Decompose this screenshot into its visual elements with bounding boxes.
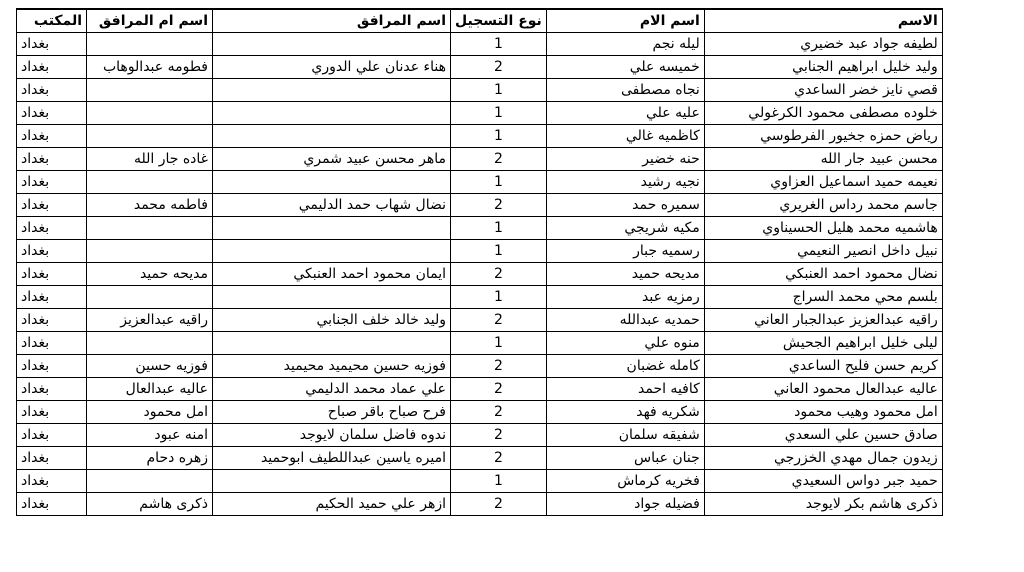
cell-companion-mother[interactable]: فوزيه حسين: [87, 355, 213, 378]
table-row: [17, 56, 943, 79]
header-office[interactable]: المكتب: [17, 9, 87, 33]
cell-companion-mother[interactable]: [87, 33, 213, 56]
cell-companion-mother[interactable]: [87, 79, 213, 102]
table-row: [17, 286, 943, 309]
cell-office[interactable]: بغداد: [17, 424, 87, 447]
table-row: [17, 217, 943, 240]
table-row: [17, 447, 943, 470]
cell-companion[interactable]: هناء عدنان علي الدوري: [213, 56, 451, 79]
cell-office[interactable]: بغداد: [17, 148, 87, 171]
header-companion-mother[interactable]: اسم ام المرافق: [87, 9, 213, 33]
cell-name[interactable]: رياض حمزه جخيور الفرطوسي: [704, 125, 942, 148]
cell-companion[interactable]: [213, 217, 451, 240]
cell-office[interactable]: بغداد: [17, 33, 87, 56]
records-table: [16, 8, 943, 516]
cell-mother[interactable]: سميره حمد: [546, 194, 704, 217]
cell-office[interactable]: بغداد: [17, 194, 87, 217]
cell-office[interactable]: بغداد: [17, 125, 87, 148]
cell-companion-mother[interactable]: فطومه عبدالوهاب: [87, 56, 213, 79]
cell-name[interactable]: ليلى خليل ابراهيم الجحيش: [704, 332, 942, 355]
cell-mother[interactable]: حمديه عبدالله: [546, 309, 704, 332]
cell-reg-type[interactable]: 2: [451, 447, 547, 470]
cell-office[interactable]: بغداد: [17, 309, 87, 332]
table-row: [17, 79, 943, 102]
header-row: [17, 9, 943, 33]
cell-office[interactable]: بغداد: [17, 447, 87, 470]
cell-reg-type[interactable]: 2: [451, 355, 547, 378]
cell-office[interactable]: بغداد: [17, 102, 87, 125]
cell-name[interactable]: خلوده مصطفى محمود الكرغولي: [704, 102, 942, 125]
cell-office[interactable]: بغداد: [17, 171, 87, 194]
table-row: [17, 240, 943, 263]
cell-reg-type[interactable]: 1: [451, 33, 547, 56]
table-row: [17, 125, 943, 148]
cell-name[interactable]: زيدون جمال مهدي الخزرجي: [704, 447, 942, 470]
cell-mother[interactable]: حنه خضير: [546, 148, 704, 171]
cell-reg-type[interactable]: 1: [451, 286, 547, 309]
cell-companion[interactable]: ازهر علي حميد الحكيم: [213, 493, 451, 516]
cell-companion[interactable]: اميره ياسين عبداللطيف ابوحميد: [213, 447, 451, 470]
header-name[interactable]: الاسم: [704, 9, 942, 33]
header-companion[interactable]: اسم المرافق: [213, 9, 451, 33]
cell-mother[interactable]: خميسه علي: [546, 56, 704, 79]
cell-mother[interactable]: رمزيه عبد: [546, 286, 704, 309]
cell-name[interactable]: محسن عبيد جار الله: [704, 148, 942, 171]
cell-name[interactable]: جاسم محمد رداس الغريري: [704, 194, 942, 217]
table-row: [17, 470, 943, 493]
cell-reg-type[interactable]: 1: [451, 125, 547, 148]
table-row: [17, 378, 943, 401]
cell-mother[interactable]: شفيقه سلمان: [546, 424, 704, 447]
cell-reg-type[interactable]: 1: [451, 102, 547, 125]
table-row: [17, 194, 943, 217]
cell-companion[interactable]: [213, 171, 451, 194]
cell-office[interactable]: بغداد: [17, 79, 87, 102]
cell-reg-type[interactable]: 1: [451, 240, 547, 263]
cell-companion-mother[interactable]: [87, 332, 213, 355]
cell-reg-type[interactable]: 1: [451, 217, 547, 240]
cell-companion-mother[interactable]: غاده جار الله: [87, 148, 213, 171]
table-row: [17, 401, 943, 424]
cell-mother[interactable]: فضيله جواد: [546, 493, 704, 516]
table-row: [17, 102, 943, 125]
cell-office[interactable]: بغداد: [17, 355, 87, 378]
cell-companion-mother[interactable]: زهره دحام: [87, 447, 213, 470]
cell-office[interactable]: بغداد: [17, 332, 87, 355]
cell-companion[interactable]: [213, 332, 451, 355]
cell-office[interactable]: بغداد: [17, 286, 87, 309]
cell-companion[interactable]: [213, 33, 451, 56]
cell-companion-mother[interactable]: عاليه عبدالعال: [87, 378, 213, 401]
cell-reg-type[interactable]: 2: [451, 493, 547, 516]
cell-reg-type[interactable]: 2: [451, 194, 547, 217]
cell-office[interactable]: بغداد: [17, 470, 87, 493]
cell-name[interactable]: صادق حسين علي السعدي: [704, 424, 942, 447]
cell-name[interactable]: نبيل داخل انصير النعيمي: [704, 240, 942, 263]
cell-office[interactable]: بغداد: [17, 217, 87, 240]
cell-mother[interactable]: مديحه حميد: [546, 263, 704, 286]
cell-mother[interactable]: مكيه شريجي: [546, 217, 704, 240]
table-row: [17, 263, 943, 286]
cell-name[interactable]: نضال محمود احمد العنبكي: [704, 263, 942, 286]
cell-office[interactable]: بغداد: [17, 56, 87, 79]
cell-companion-mother[interactable]: امنه عبود: [87, 424, 213, 447]
cell-companion[interactable]: [213, 79, 451, 102]
cell-reg-type[interactable]: 1: [451, 332, 547, 355]
cell-companion-mother[interactable]: امل محمود: [87, 401, 213, 424]
cell-companion[interactable]: علي عماد محمد الدليمي: [213, 378, 451, 401]
cell-reg-type[interactable]: 1: [451, 79, 547, 102]
cell-name[interactable]: نعيمه حميد اسماعيل العزاوي: [704, 171, 942, 194]
cell-name[interactable]: بلسم محي محمد السراج: [704, 286, 942, 309]
cell-reg-type[interactable]: 2: [451, 56, 547, 79]
table-row: [17, 309, 943, 332]
cell-companion-mother[interactable]: ذكرى هاشم: [87, 493, 213, 516]
cell-mother[interactable]: نجيه رشيد: [546, 171, 704, 194]
cell-mother[interactable]: كافيه احمد: [546, 378, 704, 401]
table-row: [17, 171, 943, 194]
cell-reg-type[interactable]: 2: [451, 401, 547, 424]
cell-reg-type[interactable]: 1: [451, 171, 547, 194]
cell-companion-mother[interactable]: [87, 217, 213, 240]
cell-companion-mother[interactable]: [87, 102, 213, 125]
cell-mother[interactable]: ليله نجم: [546, 33, 704, 56]
cell-reg-type[interactable]: 2: [451, 309, 547, 332]
table-row: [17, 424, 943, 447]
cell-reg-type[interactable]: 2: [451, 148, 547, 171]
cell-office[interactable]: بغداد: [17, 240, 87, 263]
cell-companion-mother[interactable]: [87, 240, 213, 263]
cell-mother[interactable]: فخريه كرماش: [546, 470, 704, 493]
cell-office[interactable]: بغداد: [17, 401, 87, 424]
cell-name[interactable]: امل محمود وهيب محمود: [704, 401, 942, 424]
cell-companion-mother[interactable]: مديحه حميد: [87, 263, 213, 286]
table-row: [17, 355, 943, 378]
cell-name[interactable]: كريم حسن فليح الساعدي: [704, 355, 942, 378]
cell-companion-mother[interactable]: [87, 171, 213, 194]
table-row: [17, 33, 943, 56]
cell-reg-type[interactable]: 2: [451, 378, 547, 401]
cell-companion[interactable]: [213, 240, 451, 263]
cell-reg-type[interactable]: 1: [451, 470, 547, 493]
cell-companion-mother[interactable]: [87, 125, 213, 148]
cell-companion-mother[interactable]: [87, 286, 213, 309]
cell-companion[interactable]: ماهر محسن عبيد شمري: [213, 148, 451, 171]
cell-companion[interactable]: [213, 286, 451, 309]
cell-companion[interactable]: فوزيه حسين محيميد محيميد: [213, 355, 451, 378]
table-row: [17, 332, 943, 355]
cell-mother[interactable]: نجاه مصطفى: [546, 79, 704, 102]
cell-companion[interactable]: [213, 102, 451, 125]
cell-mother[interactable]: شكريه فهد: [546, 401, 704, 424]
cell-companion[interactable]: وليد خالد خلف الجنابي: [213, 309, 451, 332]
cell-companion-mother[interactable]: [87, 470, 213, 493]
cell-mother[interactable]: كاظميه غالي: [546, 125, 704, 148]
cell-reg-type[interactable]: 2: [451, 424, 547, 447]
cell-name[interactable]: ذكرى هاشم بكر لايوجد: [704, 493, 942, 516]
cell-companion[interactable]: ندوه فاضل سلمان لايوجد: [213, 424, 451, 447]
cell-companion[interactable]: [213, 470, 451, 493]
cell-mother[interactable]: منوه علي: [546, 332, 704, 355]
cell-name[interactable]: راقيه عبدالعزيز عبدالجبار العاني: [704, 309, 942, 332]
cell-companion[interactable]: فرح صباح باقر صباح: [213, 401, 451, 424]
cell-mother[interactable]: رسميه جبار: [546, 240, 704, 263]
cell-name[interactable]: وليد خليل ابراهيم الجنابي: [704, 56, 942, 79]
cell-office[interactable]: بغداد: [17, 263, 87, 286]
header-mother[interactable]: اسم الام: [546, 9, 704, 33]
cell-name[interactable]: هاشميه محمد هليل الحسيناوي: [704, 217, 942, 240]
cell-name[interactable]: عاليه عبدالعال محمود العاني: [704, 378, 942, 401]
cell-companion[interactable]: نضال شهاب حمد الدليمي: [213, 194, 451, 217]
cell-name[interactable]: قصي نايز خضر الساعدي: [704, 79, 942, 102]
cell-companion-mother[interactable]: فاطمه محمد: [87, 194, 213, 217]
cell-office[interactable]: بغداد: [17, 493, 87, 516]
cell-name[interactable]: حميد جبر دواس السعيدي: [704, 470, 942, 493]
cell-companion[interactable]: ايمان محمود احمد العنبكي: [213, 263, 451, 286]
cell-name[interactable]: لطيفه جواد عبد خضيري: [704, 33, 942, 56]
header-reg-type[interactable]: نوع التسجيل: [451, 9, 547, 33]
cell-mother[interactable]: كامله غضبان: [546, 355, 704, 378]
cell-companion-mother[interactable]: راقيه عبدالعزيز: [87, 309, 213, 332]
cell-mother[interactable]: جنان عباس: [546, 447, 704, 470]
cell-office[interactable]: بغداد: [17, 378, 87, 401]
table-body: [17, 33, 943, 516]
cell-reg-type[interactable]: 2: [451, 263, 547, 286]
cell-companion[interactable]: [213, 125, 451, 148]
cell-mother[interactable]: عليه علي: [546, 102, 704, 125]
table-row: [17, 493, 943, 516]
table-row: [17, 148, 943, 171]
